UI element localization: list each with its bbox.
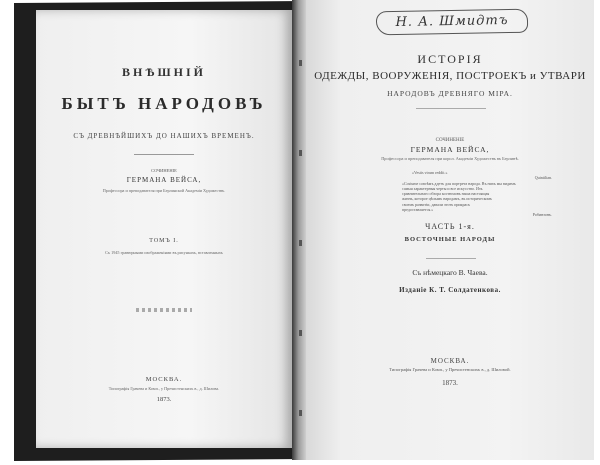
epigraph-author: Робинзонъ.	[532, 212, 552, 218]
right-city: МОСКВА.	[430, 357, 470, 365]
left-volume: ТОМЪ I.	[149, 238, 179, 244]
right-year: 1873.	[442, 379, 458, 387]
left-page	[36, 10, 292, 448]
left-press: Типографія Грачева и Комп., у Пречистенскихъ в., д. Шилова.	[108, 386, 220, 391]
left-author: ГЕРМАНА ВЕЙСА,	[126, 176, 202, 184]
open-book	[8, 0, 594, 462]
left-author-title: Профессора и преподавателя при Берлинской Академіи Художествъ.	[102, 188, 226, 193]
right-title-line1: ИСТОРІЯ	[417, 52, 483, 66]
epigraph-line: «Vestis virum reddit.»	[412, 170, 448, 175]
right-press: Типографія Грачева и Комп., у Пречистенскихъ в., д. Шиловой.	[389, 367, 511, 372]
right-translator: Съ нѣмецкаго В. Чаева.	[412, 268, 488, 277]
right-author-title: Профессора и преподавателя при корол. Академіи Художествъ въ Берлинѣ.	[381, 156, 519, 161]
epigraph-line: Quintilian.	[534, 175, 552, 181]
epigraph-line: сравнительнаго обзора костюмовъ наша настоящая	[402, 191, 490, 197]
epigraph-line: предоставляется.»	[402, 207, 434, 213]
binding-stitch	[299, 410, 302, 416]
right-part-title: ВОСТОЧНЫЕ НАРОДЫ	[404, 236, 496, 243]
right-part: ЧАСТЬ 1-я.	[425, 222, 475, 231]
right-author: ГЕРМАНА ВЕЙСА,	[410, 145, 490, 154]
right-sochinenie: СОЧИНЕНІЕ	[435, 138, 465, 143]
left-year: 1873.	[156, 396, 172, 403]
right-divider-2	[426, 258, 476, 259]
right-page	[306, 0, 594, 460]
left-title-line2: БЫТЪ НАРОДОВЪ	[61, 94, 267, 113]
left-city: МОСКВА.	[145, 376, 183, 383]
right-publisher: Изданіе К. Т. Солдатенкова.	[399, 286, 501, 294]
left-sochinenie: СОЧИНЕНІЕ	[151, 168, 177, 173]
right-title-line2: ОДЕЖДЫ, ВООРУЖЕНІЯ, ПОСТРОЕКЪ и УТВАРИ	[314, 70, 586, 82]
binding-stitch	[299, 60, 302, 66]
left-ornament	[136, 308, 192, 312]
epigraph	[402, 170, 552, 218]
right-divider	[416, 108, 486, 109]
left-subtitle: СЪ ДРЕВНѢЙШИХЪ ДО НАШИХЪ ВРЕМЕНЪ.	[73, 132, 255, 140]
left-divider	[134, 154, 194, 155]
epigraph-line: жизнь, которое цѣлымъ народамъ, въ историческомъ	[402, 196, 492, 202]
binding-stitch	[299, 330, 302, 336]
epigraph-line: самыя характерныя черты и все искусство. Изъ	[402, 185, 483, 191]
epigraph-line: своемъ развитіи, давали этотъ прикрасъ	[402, 201, 471, 207]
binding-stitch	[299, 240, 302, 246]
right-title-line3: НАРОДОВЪ ДРЕВНЯГО МІРА.	[387, 89, 513, 98]
binding-stitch	[299, 150, 302, 156]
left-illustrations-note: Съ 1945 гравюрными изображеніями въ рисункахъ, вставленныхъ	[105, 250, 223, 255]
epigraph-line: «Costume совсѣмъ ддетъ для портрета народа. Въ нихъ мы видимъ	[402, 180, 516, 186]
left-title-line1: ВНѢШНІЙ	[121, 65, 207, 79]
owner-signature-stamp: Н. А. Шмидтъ	[376, 9, 528, 36]
